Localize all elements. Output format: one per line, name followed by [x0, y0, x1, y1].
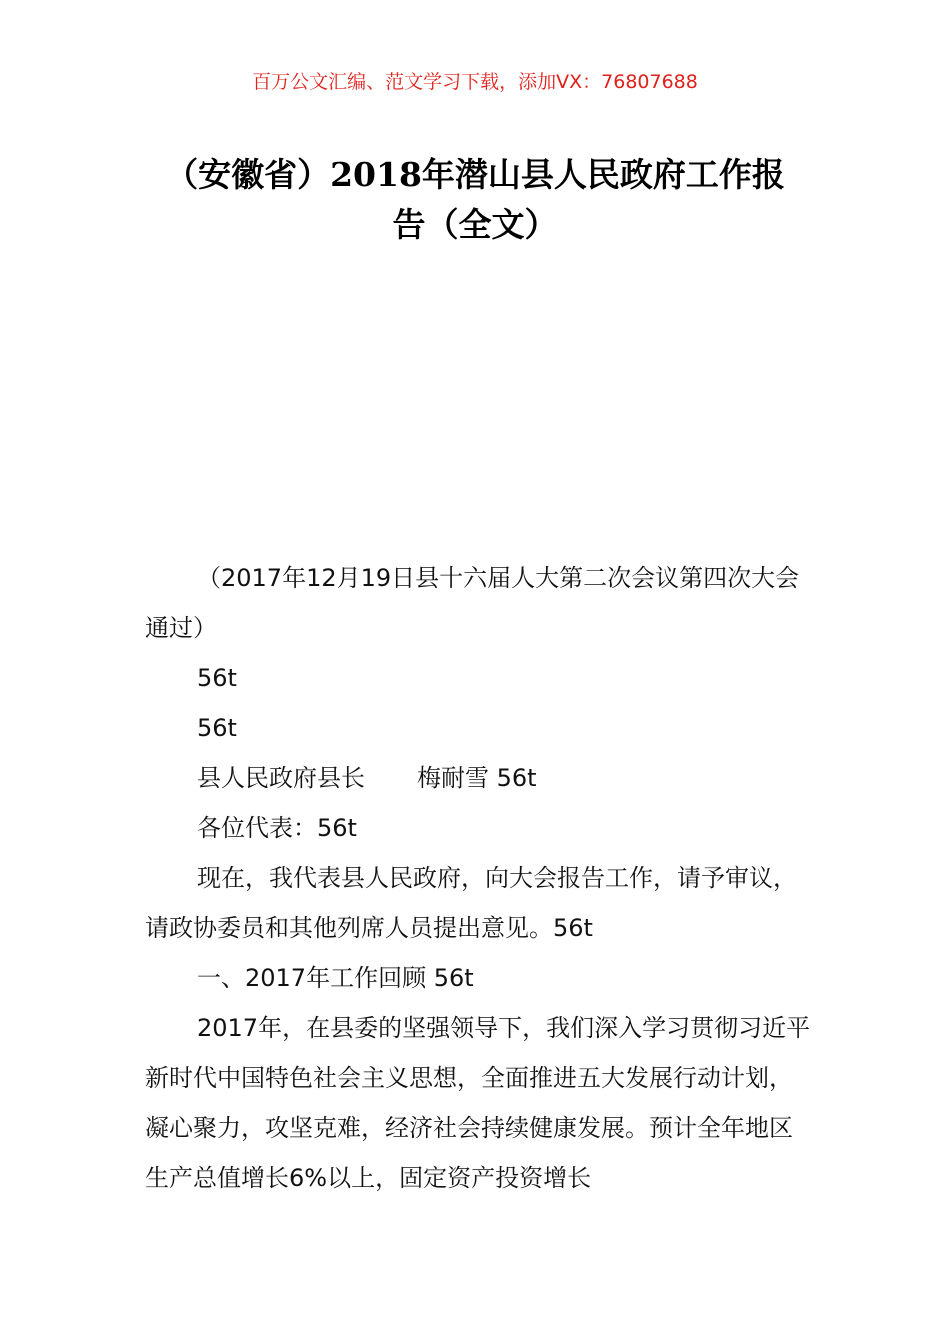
document-body	[145, 553, 815, 1203]
review-paragraph: 2017年，在县委的坚强领导下，我们深入学习贯彻习近平新时代中国特色社会主义思想，全面推进五大发展行动计划，凝心聚力，攻坚克难，经济社会持续健康发展。预计全年地区生产总值增长6%以上，固定资产投资增长	[145, 1014, 811, 1192]
intro-paragraph: 现在，我代表县人民政府，向大会报告工作，请予审议，请政协委员和其他列席人员提出意见。56t	[145, 864, 797, 942]
speaker-role: 县人民政府县长	[197, 764, 365, 792]
marker-line-1: 56t	[197, 664, 237, 692]
speaker-name: 梅耐雪 56t	[417, 764, 537, 792]
document-title-line-2: 告（全文）	[392, 205, 558, 244]
speaker-line	[145, 753, 815, 803]
document-title-line-1: （安徽省）2018年潜山县人民政府工作报	[165, 155, 785, 194]
marker-line-2: 56t	[197, 714, 237, 742]
passed-note: （2017年12月19日县十六届人大第二次会议第四次大会通过）	[145, 564, 800, 642]
section-heading: 一、2017年工作回顾 56t	[197, 964, 474, 992]
salutation: 各位代表：56t	[197, 814, 357, 842]
document-title	[140, 150, 810, 250]
header-download-note: 百万公文汇编、范文学习下载，添加VX：76807688	[252, 71, 698, 93]
